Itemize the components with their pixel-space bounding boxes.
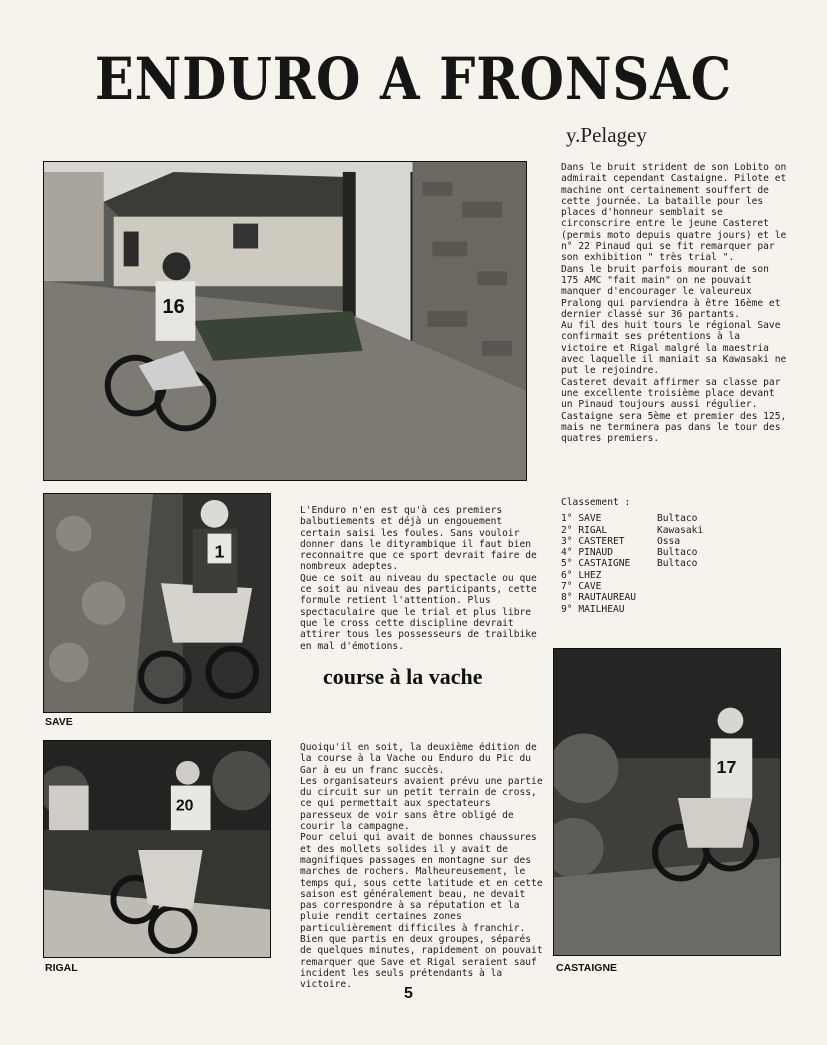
results-bike: Bultaco [657,558,698,570]
paragraph: Pour celui qui avait de bonnes chaussures et des mollets solides il y avait de magnifiques passages en montagne sur des marches de rochers. Malheureusement, le temps qui, sous cette latitude et en cette saison est généralement beau, ne devait pas correspondre à sa réputation et la pluie rendit certaines zones particulièrement difficiles à franchir. [300,832,543,934]
paragraph: Dans le bruit strident de son Lobito on admirait cependant Castaigne. Pilote et machine ont certainement souffert de cette journée. La bataille pour les places d'honneur semblait se circonscrire entre le jeune Casteret (permis moto depuis quatre jours) et le n° 22 Pinaud qui se fit remarquer par son exhibition " très trial ". [561,162,787,264]
article-column-right [561,162,791,444]
rider-number: 16 [162,296,185,319]
results-bike: Bultaco [657,513,698,525]
page-number: 5 [404,985,413,1002]
paragraph: Que ce soit au niveau du spectacle ou que ce soit au niveau des participants, cette formule retient l'attention. Plus spectaculaire que le trial et plus libre que le cross cette discipline devrait attirer tous les possesseurs de trailbike en mal d'émotions. [300,572,537,652]
rider-number: 17 [716,757,737,778]
rider-number: 20 [175,797,194,815]
results-row [561,581,703,592]
results-rank: 4° PINAUD [561,547,613,559]
results-row [561,547,703,558]
results-rank: 7° CAVE [561,581,602,593]
photo-rigal [43,740,271,958]
results-row [561,536,703,547]
results-rank: 8° RAUTAUREAU [561,592,637,604]
results-row [561,558,703,569]
paragraph: L'Enduro n'en est qu'à ces premiers balbutiements et déjà un engouement certain saisi les foules. Sans vouloir donner dans le dityrambique il faut bien reconnaitre que ce sport devrait faire de nombreux adeptes. [300,505,537,573]
photo-castaigne [553,648,781,956]
results-row [561,525,703,536]
paragraph: Castaigne sera 5ème et premier des 125, mais ne terminera pas dans le tour des quatres premiers. [561,410,787,445]
article-column-middle-main [300,742,546,991]
photo-save [43,493,271,713]
results-rank: 9° MAILHEAU [561,603,625,615]
results-bike: Bultaco [657,547,698,559]
paragraph: Quoiqu'il en soit, la deuxième édition de la course à la Vache ou Enduro du Pic du Gar à eu un franc succès. [300,742,537,776]
results-row [561,570,703,581]
results-rank: 2° RIGAL [561,524,608,536]
rider-number: 1 [214,541,225,562]
results-rank: 3° CASTERET [561,535,625,547]
results-bike: Kawasaki [657,524,704,536]
section-subheading: course à la vache [323,664,483,689]
results-rank: 6° LHEZ [561,569,602,581]
photo-caption-save: SAVE [45,716,73,728]
paragraph: Les organisateurs avaient prévu une partie du circuit sur un petit terrain de cross, ce qui permettait aux spectateurs paresseux de voir sans être obligé de courir la campagne. [300,775,543,833]
paragraph: Bien que partis en deux groupes, séparés de quelques minutes, rapidement on pouvait remarquer que Save et Rigal seraient sauf incident les seuls prétendants à la victoire. [300,934,543,991]
author-byline: y.Pelagey [566,123,647,147]
results-rank: 5° CASTAIGNE [561,558,631,570]
results-row [561,513,703,524]
article-column-middle-intro [300,505,546,652]
results-row [561,604,703,615]
results-bike: Ossa [657,535,681,547]
paragraph: Casteret devait affirmer sa classe par une excellente troisième place devant un Pinaud toujours aussi régulier. [561,376,781,411]
article-title: ENDURO A FRONSAC [94,45,733,113]
photo-caption-rigal: RIGAL [45,962,78,974]
photo-village-rider [43,161,527,481]
results-table [561,497,703,615]
results-rank: 1° SAVE [561,513,602,525]
results-row [561,592,703,603]
paragraph: Dans le bruit parfois mourant de son 175 AMC "fait main" on ne pouvait manquer d'encourager le valeureux Pralong qui parviendra à être 16ème et dernier classé sur 36 partants. [561,263,781,320]
results-heading: Classement : [561,497,631,508]
photo-caption-castaigne: CASTAIGNE [556,962,618,974]
paragraph: Au fil des huit tours le régional Save confirmait ses prétentions à la victoire et Rigal malgré la maestria avec laquelle il maniait sa Kawasaki ne put le rejoindre. [561,320,787,377]
